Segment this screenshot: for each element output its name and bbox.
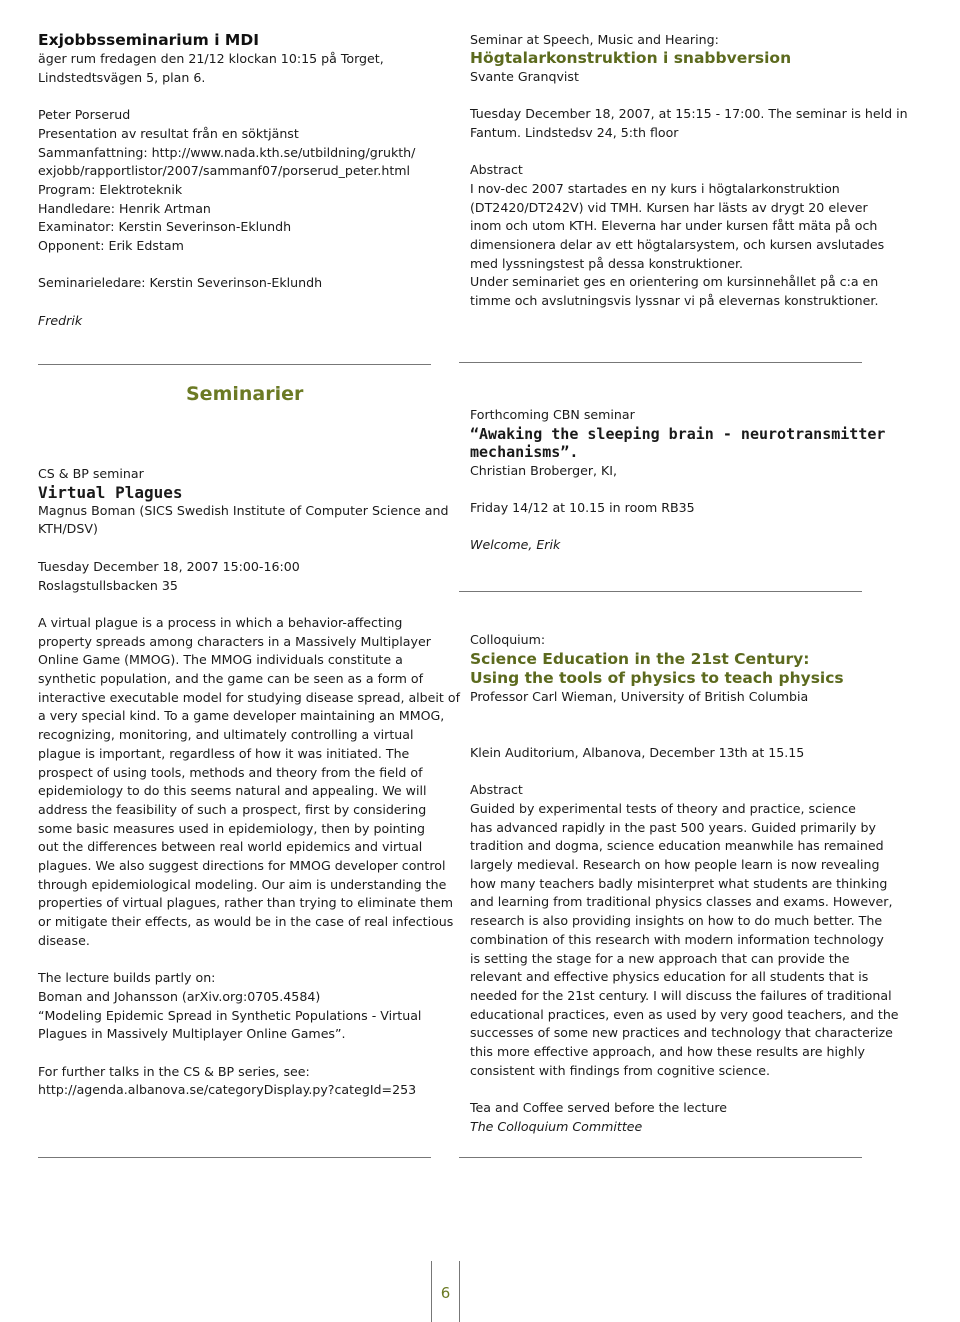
csbp-further — [38, 1063, 438, 1100]
text-line: I nov-dec 2007 startades en ny kurs i högtalarkonstruktion — [470, 180, 840, 196]
rule-left-top — [38, 364, 431, 365]
text-line: prospect of using tools, methods and theory from the field of — [38, 764, 423, 780]
text-line: a very special kind. To a game developer maintaining an MMOG, — [38, 708, 445, 724]
text-line: Handledare: Henrik Artman — [38, 200, 211, 216]
text-line: through epidemiological modeling. Our aim is understanding the — [38, 876, 447, 892]
text-line: tradition and dogma, science education meanwhile has remained — [470, 838, 884, 854]
text-line: Plagues in Massively Multiplayer Online Games”. — [38, 1026, 346, 1042]
rule-left-bottom — [38, 1157, 431, 1158]
colloquium-block — [470, 631, 910, 1137]
cbn-welcome: Welcome, Erik — [470, 537, 561, 553]
text-line: Under seminariet ges en orientering om kursinnehållet på c:a en — [470, 274, 879, 290]
text-line: needed for the 21st century. I will discuss the failures of traditional — [470, 987, 892, 1003]
text-line: disease. — [38, 932, 90, 948]
text-line: äger rum fredagen den 21/12 klockan 10:15 på Torget, — [38, 51, 384, 66]
colloquium-speaker: Professor Carl Wieman, University of British Columbia — [470, 688, 809, 704]
cbn-title — [470, 425, 890, 462]
seminar-leader: Seminarieledare: Kerstin Severinson-Eklundh — [38, 275, 323, 291]
text-line: Tuesday December 18, 2007, at 15:15 - 17:00. The seminar is held in — [470, 106, 908, 122]
colloquium-series: Colloquium: — [470, 632, 546, 647]
rule-right-mid — [459, 591, 862, 592]
text-line: timme och avslutningsvis lyssnar vi på elevernas konstruktioner. — [470, 293, 879, 309]
text-line: plagues. We also suggest directions for MMOG developer control — [38, 858, 446, 874]
text-line: how many teachers badly misinterpret what students are thinking — [470, 875, 888, 891]
text-line: mechanisms”. — [470, 443, 579, 462]
text-line: educational practices, even as used by very good teachers, and the — [470, 1006, 899, 1022]
text-line: largely medieval. Research on how people learn is now revealing — [470, 856, 880, 872]
colloquium-location: Klein Auditorium, Albanova, December 13th at 15.15 — [470, 744, 805, 760]
text-line: Guided by experimental tests of theory and practice, science — [470, 800, 856, 816]
text-line: Using the tools of physics to teach physics — [470, 668, 844, 687]
text-line: and learning from traditional physics classes and exams. However, — [470, 894, 893, 910]
text-line: Online Game (MMOG). The MMOG individuals constitute a — [38, 652, 403, 668]
text-line: med lyssningstest på dessa konstruktioner. — [470, 255, 743, 271]
colloquium-tea: Tea and Coffee served before the lecture — [470, 1100, 728, 1116]
csbp-series: CS & BP seminar — [38, 466, 144, 481]
text-line: Boman and Johansson (arXiv.org:0705.4584) — [38, 988, 321, 1004]
colloquium-title — [470, 650, 910, 688]
rule-right-top — [459, 362, 862, 363]
text-line: (DT2420/DT242V) vid TMH. Kursen har lästs av drygt 20 elever — [470, 199, 868, 215]
csbp-seminar-block — [38, 465, 461, 1100]
section-title: Seminarier — [186, 383, 304, 405]
mdi-exjobb-block — [38, 31, 438, 331]
text-line: some basic measures used in epidemiology, then by pointing — [38, 820, 426, 836]
tmh-seminar-block — [470, 31, 930, 311]
text-line: Examinator: Kerstin Severinson-Eklundh — [38, 219, 292, 235]
signature-fredrik: Fredrik — [38, 312, 83, 328]
tmh-speaker: Svante Granqvist — [470, 68, 579, 84]
tmh-abstract-heading: Abstract — [470, 162, 523, 178]
colloquium-committee: The Colloquium Committee — [470, 1118, 643, 1134]
text-line: combination of this research with modern information technology — [470, 931, 884, 947]
text-line: address the feasibility of such a prospect, first by considering — [38, 801, 427, 817]
text-line: http://agenda.albanova.se/categoryDisplay.py?categId=253 — [38, 1082, 417, 1098]
text-line: this more effective approach, and how these results are highly — [470, 1044, 865, 1060]
text-line: Lindstedtsvägen 5, plan 6. — [38, 69, 206, 85]
text-line: consistent with findings from cognitive science. — [470, 1062, 770, 1078]
text-line: research is also providing insights on how to do much better. The — [470, 913, 883, 929]
text-line: plague is important, regardless of how it was initiated. The — [38, 745, 410, 761]
text-line: successes of some new practices and technology that characterize — [470, 1025, 893, 1041]
tmh-time — [470, 105, 930, 142]
tmh-title: Högtalarkonstruktion i snabbversion — [470, 48, 792, 67]
text-line: KTH/DSV) — [38, 521, 98, 537]
mdi-lines2 — [38, 106, 438, 256]
text-line: epidemiology to do this seems natural and appealing. We will — [38, 783, 427, 799]
csbp-speaker — [38, 502, 449, 539]
text-line: Opponent: Erik Edstam — [38, 238, 184, 254]
text-line: is setting the stage for a new approach that can provide the — [470, 950, 850, 966]
text-line: Presentation av resultat från en söktjänst — [38, 125, 299, 141]
text-line: inom och utom KTH. Eleverna har under kursen fått mäta på och — [470, 218, 878, 234]
cbn-speaker: Christian Broberger, KI, — [470, 462, 617, 478]
cbn-series: Forthcoming CBN seminar — [470, 407, 635, 422]
text-line: “Awaking the sleeping brain - neurotransmitter — [470, 424, 886, 443]
text-line: or mitigate their effects, as would be in the case of real infectious — [38, 914, 454, 930]
text-line: Magnus Boman (SICS Swedish Institute of Computer Science and — [38, 502, 449, 518]
text-line: Sammanfattning: http://www.nada.kth.se/utbildning/grukth/ — [38, 144, 416, 160]
text-line: exjobb/rapportlistor/2007/sammanf07/porserud_peter.html — [38, 163, 411, 179]
text-line: properties of virtual plagues, rather than trying to eliminate them — [38, 895, 454, 911]
tmh-abstract — [470, 180, 930, 311]
text-line: dimensionera delar av ett högtalarsystem, och kursen avslutades — [470, 237, 885, 252]
text-line: relevant and effective physics education for all students that is — [470, 969, 869, 985]
text-line: A virtual plague is a process in which a behavior-affecting — [38, 614, 403, 630]
csbp-time — [38, 558, 438, 595]
text-line: The lecture builds partly on: — [38, 970, 216, 986]
text-line: Science Education in the 21st Century: — [470, 649, 810, 668]
csbp-title: Virtual Plagues — [38, 482, 183, 502]
text-line: out the differences between real world epidemics and virtual — [38, 839, 423, 855]
cbn-time: Friday 14/12 at 10.15 in room RB35 — [470, 500, 695, 516]
colloquium-abstract — [470, 800, 910, 1081]
colloquium-abstract-heading: Abstract — [470, 782, 523, 798]
csbp-references — [38, 969, 438, 1044]
text-line: synthetic population, and the game can be seen as a form of — [38, 671, 424, 686]
text-line: Tuesday December 18, 2007 15:00-16:00 — [38, 558, 300, 574]
text-line: Program: Elektroteknik — [38, 181, 183, 197]
text-line: Roslagstullsbacken 35 — [38, 577, 178, 593]
text-line: “Modeling Epidemic Spread in Synthetic Populations - Virtual — [38, 1007, 422, 1023]
tmh-series: Seminar at Speech, Music and Hearing: — [470, 32, 719, 47]
text-line: property spreads among characters in a Massively Multiplayer — [38, 633, 431, 649]
text-line: Fantum. Lindstedsv 24, 5:th floor — [470, 124, 679, 140]
page-number: 6 — [440, 1284, 451, 1302]
text-line: For further talks in the CS & BP series, see: — [38, 1063, 310, 1079]
text-line: Peter Porserud — [38, 107, 131, 123]
mdi-lines1 — [38, 50, 438, 87]
text-line: interactive executable model for studying disease spread, albeit of — [38, 689, 461, 705]
text-line: has advanced rapidly in the past 500 years. Guided primarily by — [470, 819, 876, 835]
mdi-title: Exjobbsseminarium i MDI — [38, 31, 259, 49]
cbn-seminar-block — [470, 406, 890, 555]
rule-right-bottom — [459, 1157, 862, 1158]
csbp-abstract — [38, 614, 461, 951]
text-line: recognizing, monitoring, and ultimately controlling a virtual — [38, 727, 414, 743]
